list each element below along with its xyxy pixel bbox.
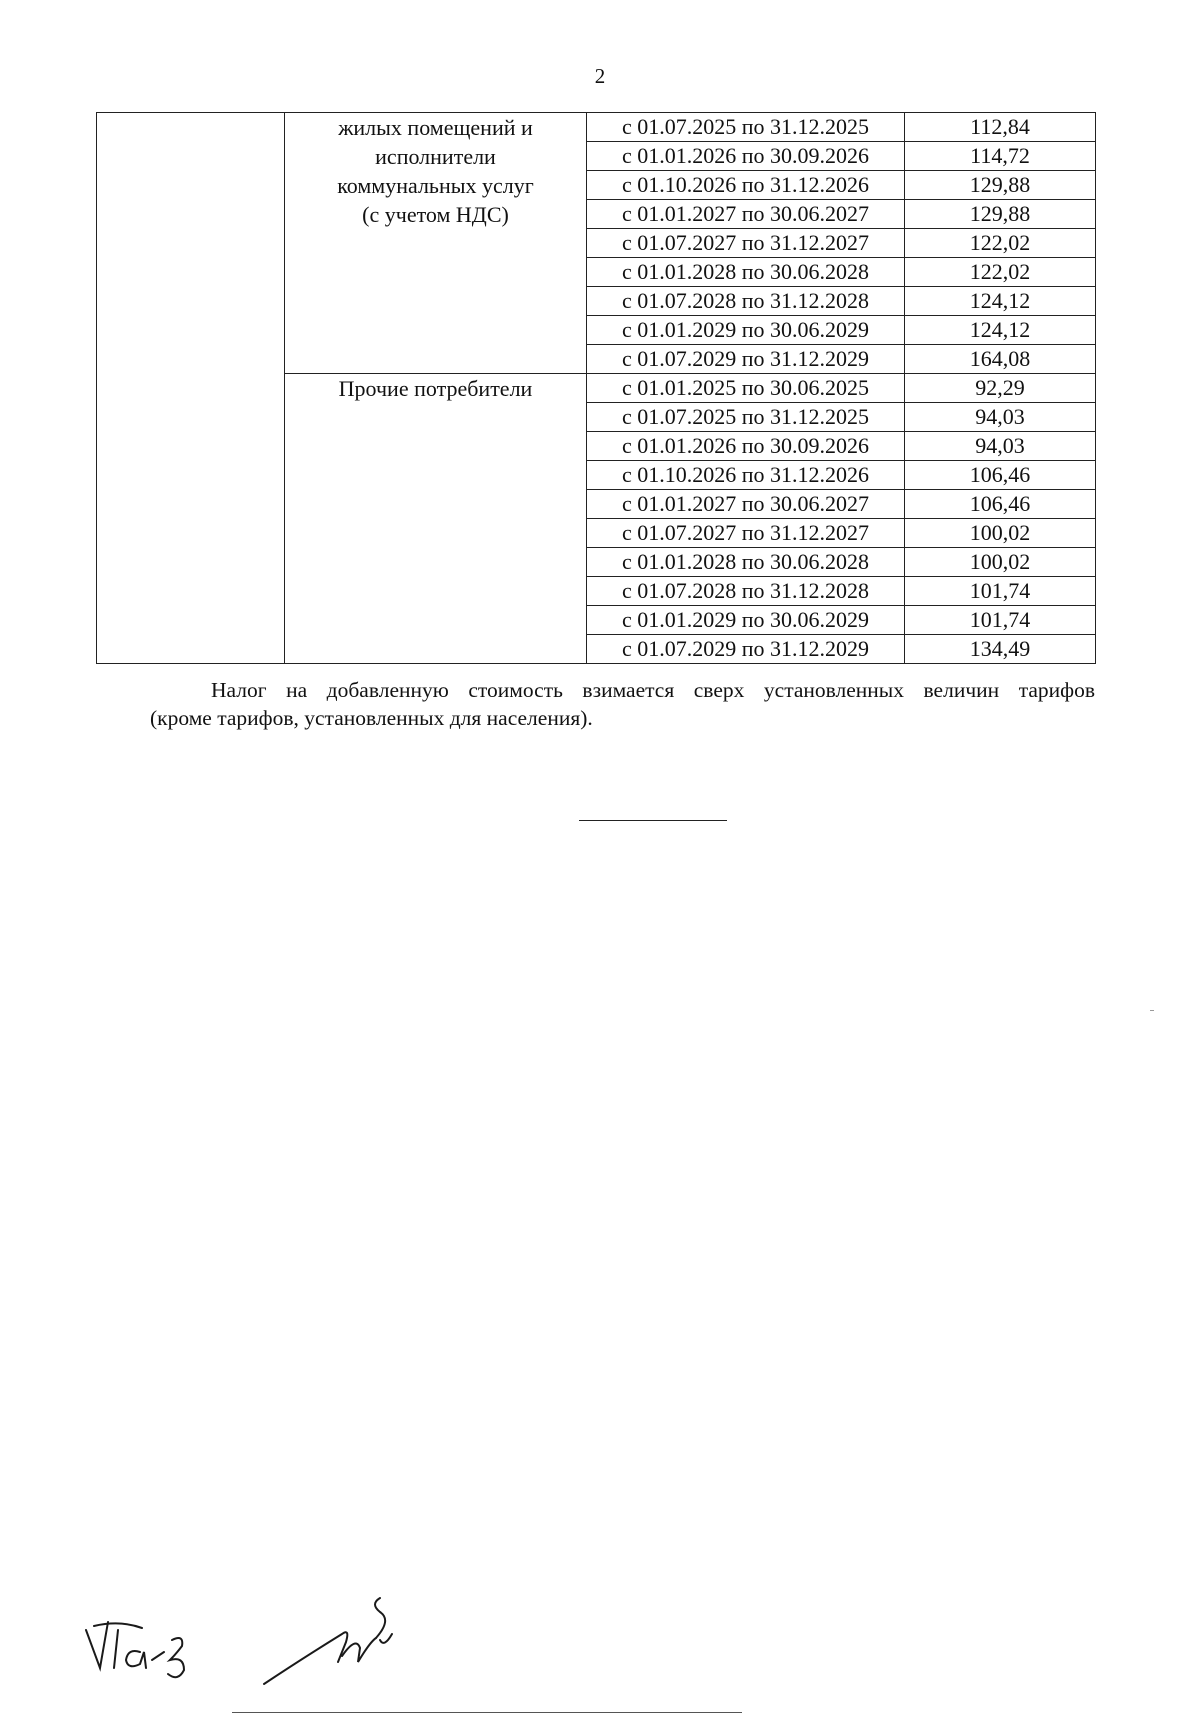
period-cell: с 01.07.2029 по 31.12.2029 — [587, 345, 905, 374]
tariff-value-cell: 112,84 — [905, 113, 1096, 142]
consumer-group-label: исполнители — [375, 144, 496, 169]
tariff-value-cell: 124,12 — [905, 316, 1096, 345]
period-cell: с 01.01.2027 по 30.06.2027 — [587, 490, 905, 519]
consumer-group-cell — [285, 113, 587, 374]
period-cell: с 01.01.2028 по 30.06.2028 — [587, 548, 905, 577]
period-cell: с 01.07.2027 по 31.12.2027 — [587, 519, 905, 548]
page-number: 2 — [594, 64, 606, 88]
period-cell: с 01.07.2027 по 31.12.2027 — [587, 229, 905, 258]
tariff-value-cell: 92,29 — [905, 374, 1096, 403]
tariff-value-cell: 122,02 — [905, 229, 1096, 258]
bottom-edge-rule — [232, 1712, 742, 1713]
end-of-document-rule — [579, 820, 727, 821]
table-row — [97, 113, 1096, 142]
tariff-value-cell: 124,12 — [905, 287, 1096, 316]
period-cell: с 01.07.2025 по 31.12.2025 — [587, 403, 905, 432]
empty-number-cell — [97, 113, 285, 664]
period-cell: с 01.07.2028 по 31.12.2028 — [587, 287, 905, 316]
scan-artifact — [1150, 1010, 1154, 1011]
period-cell: с 01.07.2029 по 31.12.2029 — [587, 635, 905, 664]
tariff-value-cell: 164,08 — [905, 345, 1096, 374]
consumer-group-label: жилых помещений и — [338, 115, 533, 140]
tariff-value-cell: 100,02 — [905, 548, 1096, 577]
period-cell: с 01.01.2029 по 30.06.2029 — [587, 606, 905, 635]
period-cell: с 01.10.2026 по 31.12.2026 — [587, 461, 905, 490]
initials-signature — [86, 1622, 184, 1677]
period-cell: с 01.01.2026 по 30.09.2026 — [587, 142, 905, 171]
period-cell: с 01.01.2029 по 30.06.2029 — [587, 316, 905, 345]
vat-note — [150, 676, 1095, 732]
period-cell: с 01.01.2026 по 30.09.2026 — [587, 432, 905, 461]
tariff-value-cell: 129,88 — [905, 171, 1096, 200]
consumer-group-label: Прочие потребители — [338, 376, 533, 401]
period-cell: с 01.07.2028 по 31.12.2028 — [587, 577, 905, 606]
tariff-table-body — [97, 113, 1096, 664]
tariff-value-cell: 106,46 — [905, 490, 1096, 519]
tariff-value-cell: 94,03 — [905, 403, 1096, 432]
tariff-value-cell: 129,88 — [905, 200, 1096, 229]
signatures — [80, 1590, 460, 1700]
period-cell: с 01.07.2025 по 31.12.2025 — [587, 113, 905, 142]
consumer-group-cell — [285, 374, 587, 664]
tariff-value-cell: 94,03 — [905, 432, 1096, 461]
tariff-value-cell: 101,74 — [905, 577, 1096, 606]
tariff-value-cell: 114,72 — [905, 142, 1096, 171]
main-signature — [264, 1598, 392, 1684]
vat-note-line-2: (кроме тарифов, установленных для населения). — [150, 706, 593, 730]
tariff-value-cell: 122,02 — [905, 258, 1096, 287]
tariff-value-cell: 134,49 — [905, 635, 1096, 664]
tariff-table — [96, 112, 1096, 664]
period-cell: с 01.10.2026 по 31.12.2026 — [587, 171, 905, 200]
tariff-value-cell: 101,74 — [905, 606, 1096, 635]
period-cell: с 01.01.2025 по 30.06.2025 — [587, 374, 905, 403]
consumer-group-label: коммунальных услуг — [337, 173, 534, 198]
tariff-value-cell: 100,02 — [905, 519, 1096, 548]
consumer-group-label: (с учетом НДС) — [362, 202, 509, 227]
period-cell: с 01.01.2027 по 30.06.2027 — [587, 200, 905, 229]
period-cell: с 01.01.2028 по 30.06.2028 — [587, 258, 905, 287]
tariff-value-cell: 106,46 — [905, 461, 1096, 490]
vat-note-line-1: Налог на добавленную стоимость взимается сверх установленных величин тарифов — [211, 678, 1095, 702]
